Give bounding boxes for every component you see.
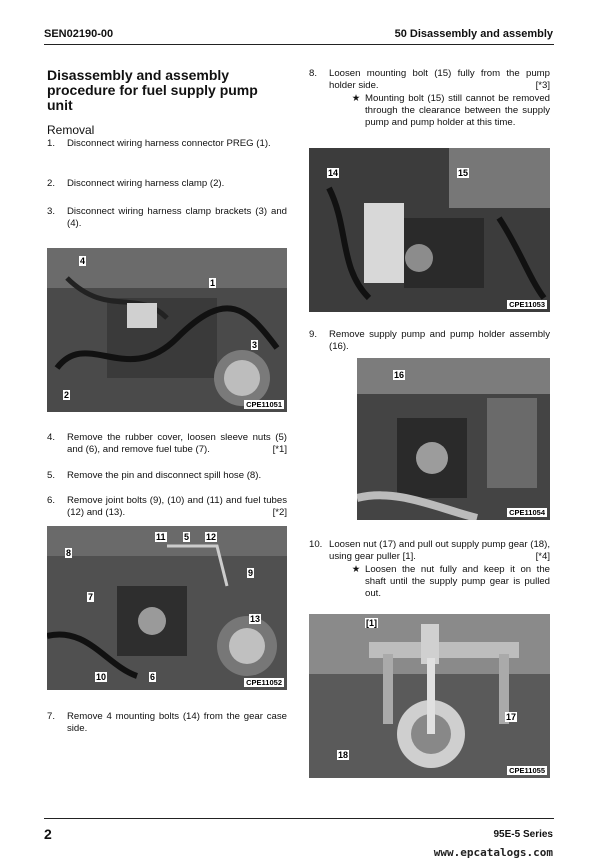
step-4 — [47, 432, 287, 456]
step-text: Remove 4 mounting bolts (14) from the gear case side. — [67, 711, 287, 734]
step-8-note — [347, 93, 550, 129]
step-text — [329, 68, 550, 92]
callout-11: 11 — [156, 532, 166, 542]
note-text: Loosen the nut fully and keep it on the shaft until the supply pump gear is pulled out. — [365, 564, 550, 599]
step-text — [329, 539, 550, 563]
callout-9: 9 — [248, 568, 254, 578]
step-6 — [47, 495, 287, 519]
footer-series: 95E-5 Series — [493, 829, 553, 840]
photo-code: CPE11052 — [246, 678, 282, 687]
photo-wiring-harness — [47, 248, 287, 412]
step-ref: [*4] — [535, 551, 550, 562]
step-5 — [47, 470, 287, 482]
callout-3: 3 — [252, 340, 258, 350]
section-heading: Removal — [47, 123, 95, 137]
step-number: 8. — [309, 68, 318, 79]
step-text: Disconnect wiring harness clamp brackets (3) and (4). — [67, 206, 287, 229]
engine-photo-illustration — [47, 526, 287, 690]
photo-gear-puller — [309, 614, 550, 778]
callout-14: 14 — [328, 168, 339, 178]
photo-code: CPE11051 — [246, 400, 282, 409]
step-8 — [309, 68, 550, 92]
callout-2: 2 — [64, 390, 70, 400]
step-text: Disconnect wiring harness clamp (2). — [67, 178, 225, 189]
engine-photo-illustration — [47, 248, 287, 412]
step-number: 9. — [309, 329, 318, 340]
callout-12: 12 — [206, 532, 217, 542]
callout-7: 7 — [88, 592, 94, 602]
callout-13: 13 — [250, 614, 261, 624]
step-9 — [309, 329, 550, 353]
callout-8: 8 — [66, 548, 72, 558]
step-text — [67, 495, 287, 519]
callout-5: 5 — [184, 532, 190, 542]
step-10-note — [347, 564, 550, 600]
step-text — [67, 432, 287, 456]
watermark-link[interactable]: www.epcatalogs.com — [433, 846, 553, 859]
photo-fuel-tubes — [47, 526, 287, 690]
footer-rule — [44, 818, 554, 819]
callout-10: 10 — [96, 672, 107, 682]
header-section-title: 50 Disassembly and assembly — [394, 28, 553, 40]
step-text-body: Remove the rubber cover, loosen sleeve nuts (5) and (6), and remove fuel tube (7). — [67, 432, 287, 455]
step-text: Remove supply pump and pump holder assembly (16). — [329, 329, 550, 352]
step-text-body: Remove joint bolts (9), (10) and (11) and fuel tubes (12) and (13). — [67, 495, 287, 518]
step-number: 2. — [47, 178, 56, 189]
step-1 — [47, 138, 287, 150]
photo-code: CPE11054 — [509, 508, 545, 517]
step-2 — [47, 178, 287, 190]
step-text: Remove the pin and disconnect spill hose (8). — [67, 470, 262, 481]
step-text: Disconnect wiring harness connector PREG (1). — [67, 138, 271, 149]
callout-18: 18 — [338, 750, 349, 760]
step-ref: [*2] — [272, 507, 287, 518]
step-number: 6. — [47, 495, 56, 506]
step-text-body: Loosen nut (17) and pull out supply pump gear (18), using gear puller [1]. — [329, 539, 550, 562]
callout-1: 1 — [210, 278, 216, 288]
engine-photo-illustration — [357, 358, 550, 520]
footer-page-number: 2 — [44, 826, 52, 842]
photo-mounting-bolts — [309, 148, 550, 312]
callout-6: 6 — [150, 672, 156, 682]
header-rule — [44, 44, 554, 45]
photo-supply-pump — [357, 358, 550, 520]
left-column — [47, 68, 287, 137]
engine-photo-illustration — [309, 148, 550, 312]
page-title: Disassembly and assembly procedure for fuel supply pump unit — [47, 67, 258, 113]
step-number: 5. — [47, 470, 56, 481]
step-7 — [47, 711, 287, 735]
step-number: 4. — [47, 432, 56, 443]
note-star-icon: ★ — [351, 93, 361, 104]
callout-17: 17 — [506, 712, 517, 722]
step-ref: [*1] — [272, 444, 287, 455]
step-ref: [*3] — [535, 80, 550, 91]
photo-code: CPE11053 — [509, 300, 545, 309]
callout-16: 16 — [394, 370, 405, 380]
step-10 — [309, 539, 550, 563]
callout-tool-1: [1] — [366, 618, 377, 628]
step-number: 10. — [309, 539, 323, 550]
callout-15: 15 — [458, 168, 469, 178]
step-text-body: Loosen mounting bolt (15) fully from the pump holder side. — [329, 68, 550, 91]
note-text: Mounting bolt (15) still cannot be removed through the clearance between the supply pump and pump holder at this time. — [365, 93, 550, 128]
photo-code: CPE11055 — [509, 766, 545, 775]
callout-4: 4 — [80, 256, 86, 266]
step-3 — [47, 206, 287, 230]
step-number: 7. — [47, 711, 56, 722]
step-number: 3. — [47, 206, 56, 217]
step-number: 1. — [47, 138, 56, 149]
note-star-icon: ★ — [351, 564, 361, 575]
header-doc-code: SEN02190-00 — [44, 28, 114, 40]
